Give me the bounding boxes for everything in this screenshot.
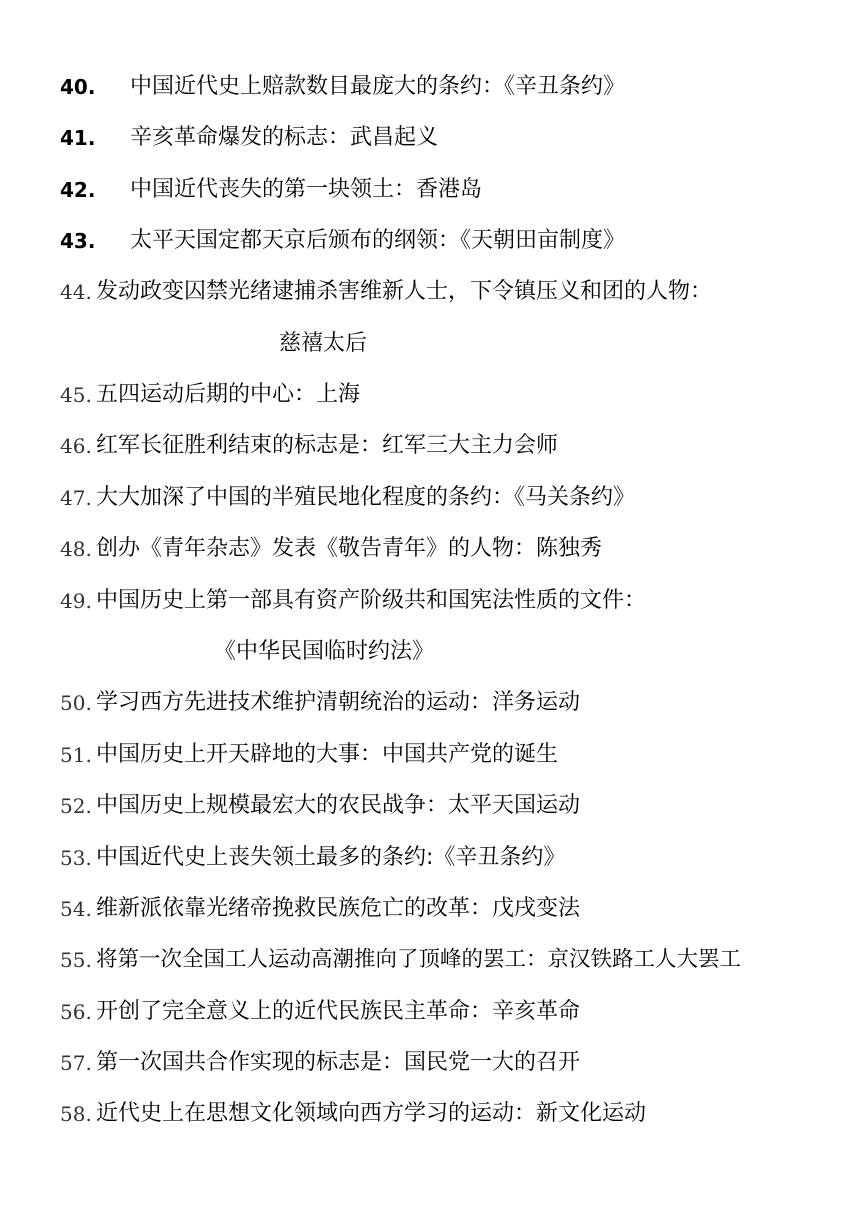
item-text: 红军长征胜利结束的标志是：红军三大主力会师 [96, 433, 559, 458]
item-number: 45. [60, 383, 92, 407]
item-text: 近代史上在思想文化领域向西方学习的运动：新文化运动 [96, 1101, 647, 1126]
item-continuation-text: 慈禧太后 [279, 331, 368, 356]
item-text: 中国近代史上赔款数目最庞大的条约：《辛丑条约》 [130, 74, 626, 99]
item-number: 40. [60, 75, 96, 99]
item-text: 辛亥革命爆发的标志：武昌起义 [130, 125, 439, 150]
item-number: 50. [60, 691, 92, 715]
item-text: 中国近代丧失的第一块领土：香港岛 [130, 177, 483, 202]
item-number: 47. [60, 486, 92, 510]
item-number: 56. [60, 1000, 92, 1024]
item-text: 学习西方先进技术维护清朝统治的运动：洋务运动 [96, 690, 581, 715]
item-number: 42. [60, 178, 96, 202]
item-continuation-text: 《中华民国临时约法》 [214, 639, 435, 664]
item-number: 41. [60, 126, 96, 150]
item-text: 中国历史上开天辟地的大事：中国共产党的诞生 [96, 742, 559, 767]
item-text: 五四运动后期的中心：上海 [96, 382, 361, 407]
item-text: 开创了完全意义上的近代民族民主革命：辛亥革命 [96, 999, 581, 1024]
item-text: 创办《青年杂志》发表《敬告青年》的人物：陈独秀 [96, 536, 603, 561]
item-number: 44. [60, 280, 92, 304]
item-number: 49. [60, 589, 92, 613]
item-text: 大大加深了中国的半殖民地化程度的条约：《马关条约》 [96, 485, 636, 510]
item-text: 第一次国共合作实现的标志是：国民党一大的召开 [96, 1050, 581, 1075]
item-text: 发动政变囚禁光绪逮捕杀害维新人士，下令镇压义和团的人物： [96, 279, 713, 304]
item-number: 54. [60, 897, 92, 921]
item-number: 48. [60, 537, 92, 561]
item-number: 58. [60, 1102, 92, 1126]
item-text: 中国近代史上丧失领土最多的条约:《辛丑条约》 [96, 845, 566, 870]
item-number: 55. [60, 948, 92, 972]
item-text: 将第一次全国工人运动高潮推向了顶峰的罢工：京汉铁路工人大罢工 [96, 947, 742, 972]
item-number: 52. [60, 794, 92, 818]
item-number: 53. [60, 846, 92, 870]
item-text: 太平天国定都天京后颁布的纲领：《天朝田亩制度》 [130, 228, 626, 253]
item-text: 维新派依靠光绪帝挽救民族危亡的改革：戊戌变法 [96, 896, 581, 921]
item-number: 51. [60, 743, 92, 767]
item-number: 43. [60, 229, 96, 253]
item-text: 中国历史上第一部具有资产阶级共和国宪法性质的文件： [96, 588, 647, 613]
item-number: 57. [60, 1051, 92, 1075]
item-text: 中国历史上规模最宏大的农民战争：太平天国运动 [96, 793, 581, 818]
item-number: 46. [60, 434, 92, 458]
